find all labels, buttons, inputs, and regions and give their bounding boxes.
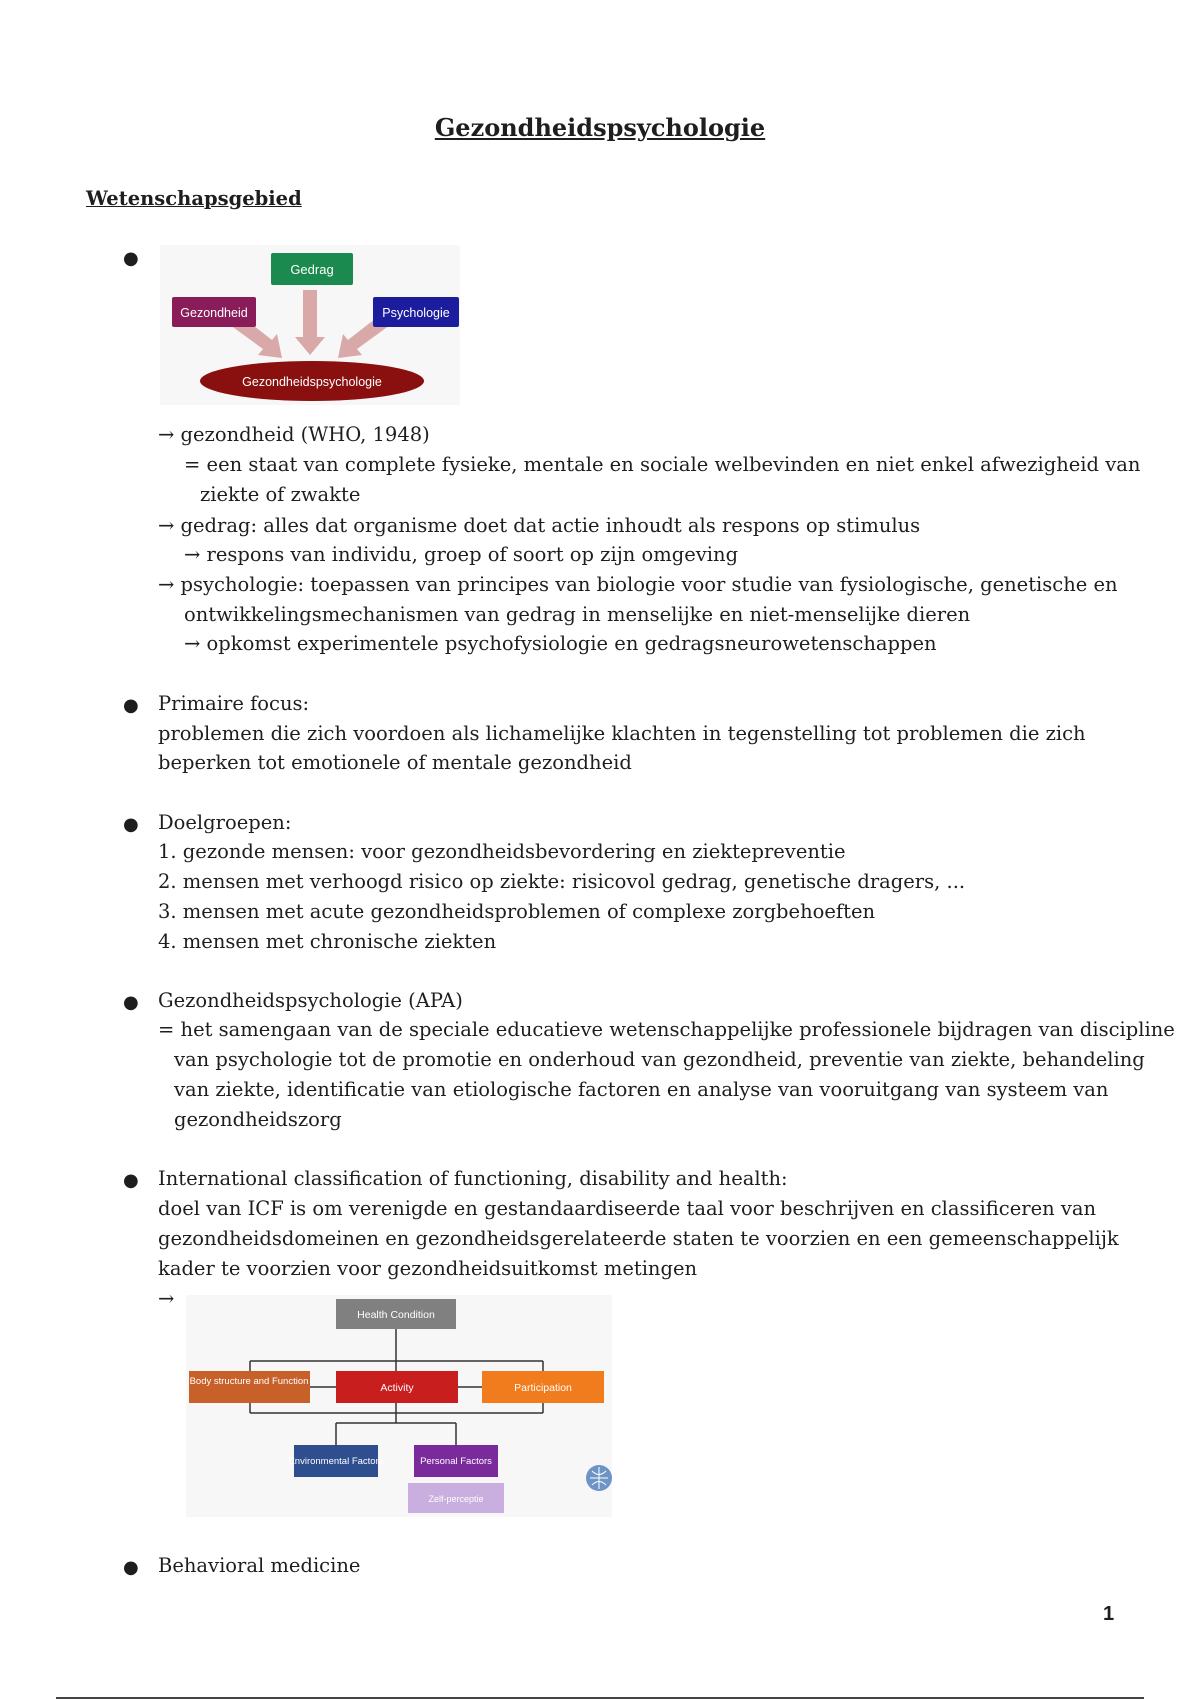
bullet-heading: Gezondheidspsychologie (APA): [158, 989, 463, 1012]
bullet-dot: ●: [123, 1557, 139, 1578]
section-heading: Wetenschapsgebied: [86, 187, 302, 210]
bullet-heading: Behavioral medicine: [158, 1554, 361, 1577]
text-line: gezondheidszorg: [174, 1108, 342, 1131]
text-line: → gedrag: alles dat organisme doet dat actie inhoudt als respons op stimulus: [158, 514, 921, 537]
text-line: = het samengaan van de speciale educatieve wetenschappelijke professionele bijdragen van discipline: [158, 1018, 1175, 1041]
arrow-text: →: [158, 1287, 175, 1310]
text-line: ziekte of zwakte: [200, 483, 361, 506]
list-item: 1. gezonde mensen: voor gezondheidsbevordering en ziektepreventie: [158, 840, 846, 863]
bullet-dot: ●: [123, 992, 139, 1013]
activity-label: Activity: [380, 1382, 414, 1394]
text-line: → respons van individu, groep of soort op zijn omgeving: [184, 543, 739, 566]
text-line: = een staat van complete fysieke, mentale en sociale welbevinden en niet enkel afwezigheid van: [184, 453, 1141, 476]
bullet-dot: ●: [123, 248, 139, 269]
list-item: 3. mensen met acute gezondheidsproblemen of complexe zorgbehoeften: [158, 900, 876, 923]
personal-factors-label: Personal Factors: [420, 1456, 492, 1467]
participation-label: Participation: [514, 1382, 572, 1394]
bullet-heading: Doelgroepen:: [158, 811, 292, 834]
text-line: van psychologie tot de promotie en onderhoud van gezondheid, preventie van ziekte, behandeling: [174, 1048, 1145, 1071]
text-line: → gezondheid (WHO, 1948): [158, 423, 430, 446]
text-line: → psychologie: toepassen van principes van biologie voor studie van fysiologische, genetische en: [158, 573, 1118, 596]
bullet-heading: International classification of functioning, disability and health:: [158, 1167, 788, 1190]
text-line: problemen die zich voordoen als lichamelijke klachten in tegenstelling tot problemen die zich: [158, 722, 1086, 745]
text-line: doel van ICF is om verenigde en gestandaardiseerde taal voor beschrijven en classificeren van: [158, 1197, 1097, 1220]
environmental-factors-label: Environmental Factors: [288, 1456, 384, 1467]
page-title: Gezondheidspsychologie: [434, 113, 766, 142]
footer-rule: [56, 1697, 1144, 1699]
list-item: 2. mensen met verhoogd risico op ziekte: risicovol gedrag, genetische dragers, ...: [158, 870, 966, 893]
bullet-dot: ●: [123, 1170, 139, 1191]
page-number: 1: [1103, 1603, 1115, 1625]
gezondheidspsychologie-label: Gezondheidspsychologie: [242, 375, 382, 389]
bullet-dot: ●: [123, 814, 139, 835]
socio-label: Zelf-perceptie: [428, 1494, 484, 1504]
bullet-heading: Primaire focus:: [158, 692, 310, 715]
gedrag-label: Gedrag: [290, 262, 334, 277]
text-line: gezondheidsdomeinen en gezondheidsgerelateerde staten te voorzien en een gemeenschappelijk: [158, 1227, 1119, 1250]
text-line: kader te voorzien voor gezondheidsuitkomst metingen: [158, 1257, 698, 1280]
text-line: ontwikkelingsmechanismen van gedrag in menselijke en niet-menselijke dieren: [184, 603, 971, 626]
icf-diagram: [186, 1295, 612, 1517]
gezondheid-label: Gezondheid: [180, 306, 248, 320]
text-line: van ziekte, identificatie van etiologische factoren en analyse van vooruitgang van systeem van: [174, 1078, 1109, 1101]
bullet-dot: ●: [123, 695, 139, 716]
text-line: → opkomst experimentele psychofysiologie en gedragsneurowetenschappen: [184, 632, 937, 655]
health-condition-label: Health Condition: [357, 1309, 435, 1321]
psychologie-label: Psychologie: [382, 306, 450, 320]
health-psychology-diagram: [160, 245, 460, 405]
list-item: 4. mensen met chronische ziekten: [158, 930, 497, 953]
body-structure-label: Body structure and Function: [189, 1376, 309, 1387]
text-line: beperken tot emotionele of mentale gezondheid: [158, 751, 632, 774]
